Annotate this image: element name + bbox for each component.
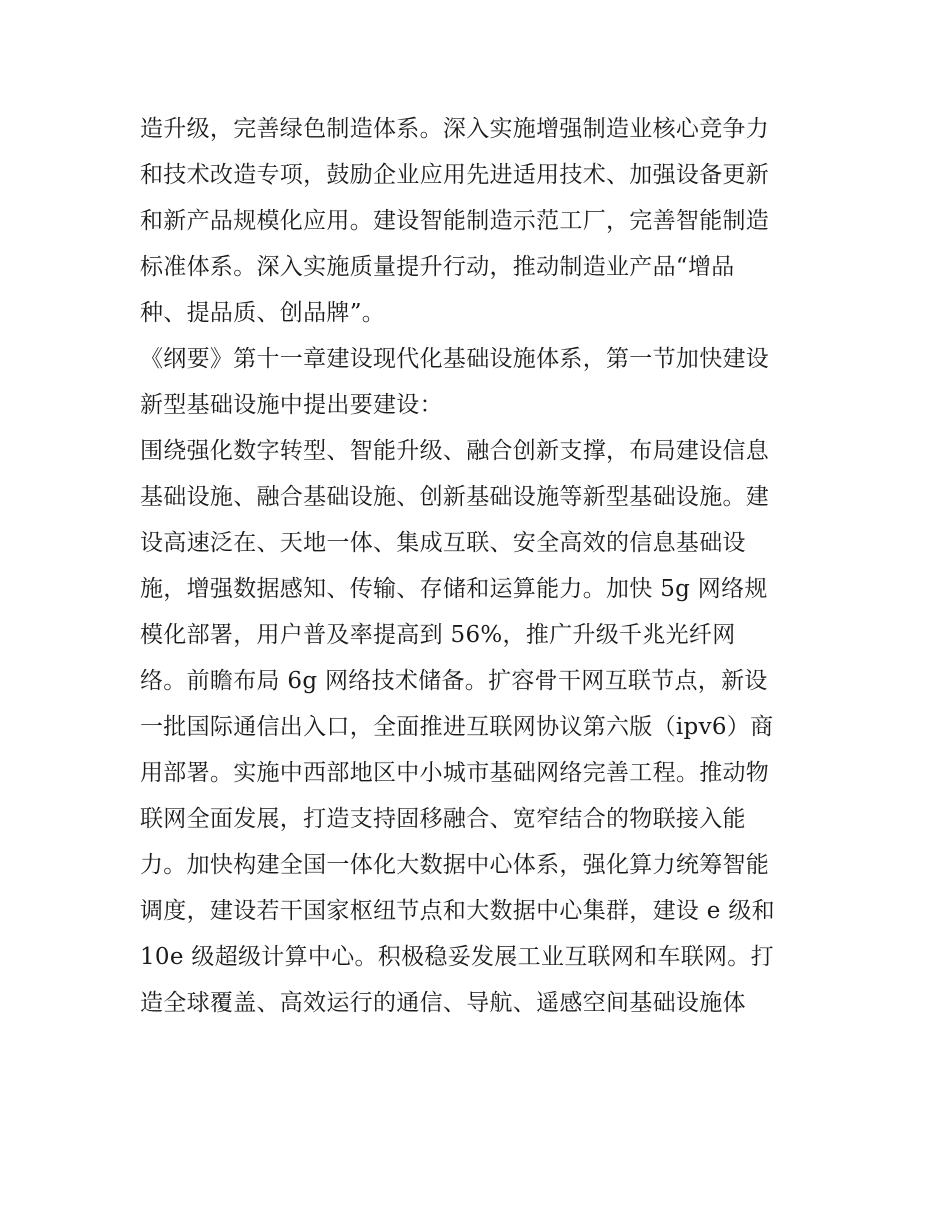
text-line: 10e 级超级计算中心。积极稳妥发展工业互联网和车联网。打 [140,944,774,970]
text-line: 《纲要》第十一章建设现代化基础设施体系，第一节加快建设 [140,346,770,372]
text-line: 基础设施、融合基础设施、创新基础设施等新型基础设施。建 [140,484,770,510]
text-line: 新型基础设施中提出要建设： [140,392,443,418]
text-line: 调度，建设若干国家枢纽节点和大数据中心集群，建设 e 级和 [140,898,775,924]
text-line: 围绕强化数字转型、智能升级、融合创新支撑，布局建设信息 [140,438,770,464]
text-line: 模化部署，用户普及率提高到 56%，推广升级千兆光纤网 [140,622,736,648]
text-line: 力。加快构建全国一体化大数据中心体系，强化算力统筹智能 [140,852,770,878]
text-line: 络。前瞻布局 6g 网络技术储备。扩容骨干网互联节点，新设 [140,668,768,694]
text-line: 造升级，完善绿色制造体系。深入实施增强制造业核心竞争力 [140,116,770,142]
text-line: 种、提品质、创品牌”。 [140,300,386,326]
text-line: 造全球覆盖、高效运行的通信、导航、遥感空间基础设施体 [140,990,746,1016]
text-line: 设高速泛在、天地一体、集成互联、安全高效的信息基础设 [140,530,746,556]
text-line: 施，增强数据感知、传输、存储和运算能力。加快 5g 网络规 [140,576,768,602]
text-line: 用部署。实施中西部地区中小城市基础网络完善工程。推动物 [140,760,770,786]
text-line: 联网全面发展，打造支持固移融合、宽窄结合的物联接入能 [140,806,746,832]
body-text [140,106,830,1026]
text-line: 和新产品规模化应用。建设智能制造示范工厂，完善智能制造 [140,208,770,234]
text-line: 一批国际通信出入口，全面推进互联网协议第六版（ipv6）商 [140,714,774,740]
text-line: 标准体系。深入实施质量提升行动，推动制造业产品“增品 [140,254,735,280]
text-line: 和技术改造专项，鼓励企业应用先进适用技术、加强设备更新 [140,162,770,188]
